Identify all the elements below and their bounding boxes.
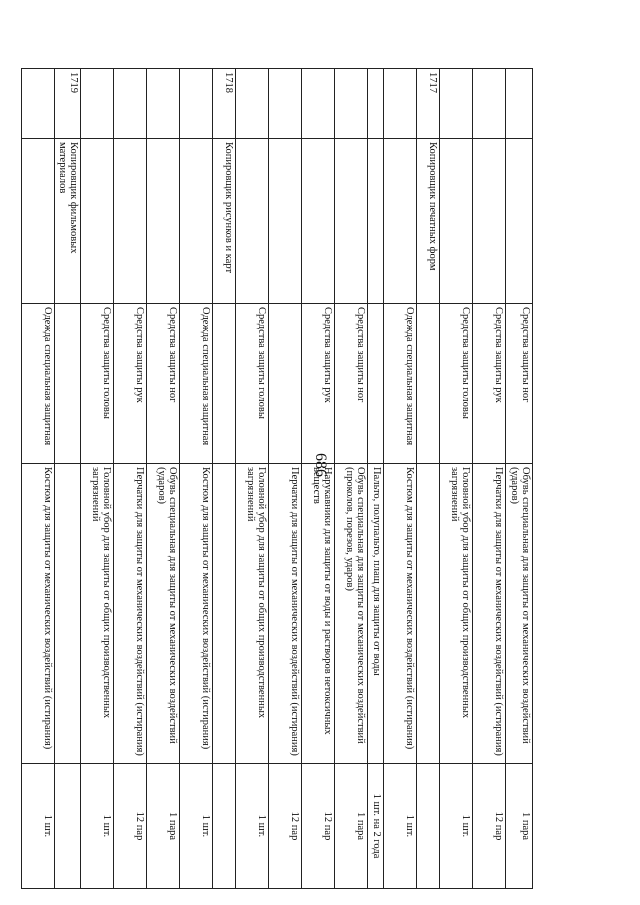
issue-norm: 1 шт. [180,764,213,889]
row-number [384,69,417,139]
equipment-category [417,304,440,464]
profession-name: Копировщик фильмовых материалов [55,139,81,304]
equipment-item: Обувь специальная для защиты от механических воздействий (ударов) [147,464,180,764]
row-number [368,69,384,139]
row-number [22,69,55,139]
table-row [236,69,269,889]
row-number [81,69,114,139]
profession-name [506,139,533,304]
page-number: 686 [312,453,329,477]
issue-norm: 1 пара [335,764,368,889]
table-row [22,69,55,889]
profession-name [236,139,269,304]
row-number [506,69,533,139]
equipment-category [55,304,81,464]
issue-norm: 1 шт. [81,764,114,889]
row-number: 1719 [55,69,81,139]
row-number [302,69,335,139]
profession-name [114,139,147,304]
equipment-item: Костюм для защиты от механических воздействий (истирания) [384,464,417,764]
issue-norm: 1 шт. [384,764,417,889]
equipment-item: Головной убор для защиты от общих производственных загрязнений [236,464,269,764]
issue-norm: 12 пар [473,764,506,889]
equipment-item [55,464,81,764]
equipment-category [368,304,384,464]
row-number: 1718 [213,69,236,139]
table-body [22,69,533,889]
equipment-item: Обувь специальная для защиты от механических воздействий (ударов) [506,464,533,764]
profession-name [368,139,384,304]
equipment-category: Средства защиты ног [147,304,180,464]
equipment-item: Нарукавники для защиты от воды и растворов нетоксичных веществ [302,464,335,764]
equipment-item: Перчатки для защиты от механических воздействий (истирания) [269,464,302,764]
table-row [335,69,368,889]
equipment-category: Одежда специальная защитная [384,304,417,464]
profession-name [473,139,506,304]
equipment-item: Головной убор для защиты от общих производственных загрязнений [440,464,473,764]
equipment-category: Средства защиты головы [81,304,114,464]
equipment-item: Костюм для защиты от механических воздействий (истирания) [180,464,213,764]
table-row [55,69,81,889]
table-container [42,68,533,888]
equipment-item: Головной убор для защиты от общих производственных загрязнений [81,464,114,764]
profession-name [269,139,302,304]
equipment-category: Средства защиты ног [506,304,533,464]
equipment-category: Средства защиты ног [335,304,368,464]
profession-name [81,139,114,304]
row-number [335,69,368,139]
protective-equipment-table [21,68,533,889]
issue-norm [55,764,81,889]
issue-norm: 1 пара [147,764,180,889]
profession-name [440,139,473,304]
table-row [417,69,440,889]
profession-name: Копировщик рисунков и карт [213,139,236,304]
profession-name [384,139,417,304]
equipment-category: Средства защиты головы [440,304,473,464]
issue-norm: 1 пара [506,764,533,889]
table-row [473,69,506,889]
equipment-item: Пальто, полупальто, плащ для защиты от воды [368,464,384,764]
row-number [180,69,213,139]
rotated-table-frame [42,68,533,888]
table-row [81,69,114,889]
table-row [213,69,236,889]
issue-norm [213,764,236,889]
equipment-category: Средства защиты рук [473,304,506,464]
row-number [473,69,506,139]
row-number [269,69,302,139]
equipment-category: Одежда специальная защитная [22,304,55,464]
row-number [440,69,473,139]
issue-norm: 1 шт. [236,764,269,889]
issue-norm: 12 пар [269,764,302,889]
table-row [114,69,147,889]
table-row [269,69,302,889]
equipment-item [417,464,440,764]
equipment-item: Обувь специальная для защиты от механических воздействий (проколов, порезов, ударов) [335,464,368,764]
issue-norm: 1 шт. [440,764,473,889]
table-row [384,69,417,889]
row-number [236,69,269,139]
table-row [368,69,384,889]
equipment-item [213,464,236,764]
equipment-category: Средства защиты рук [114,304,147,464]
profession-name [335,139,368,304]
equipment-item: Костюм для защиты от механических воздействий (истирания) [22,464,55,764]
equipment-item: Перчатки для защиты от механических воздействий (истирания) [473,464,506,764]
table-row [180,69,213,889]
profession-name [180,139,213,304]
table-row [147,69,180,889]
table-row [440,69,473,889]
profession-name [302,139,335,304]
row-number [147,69,180,139]
issue-norm [417,764,440,889]
equipment-category [269,304,302,464]
table-row [506,69,533,889]
issue-norm: 12 пар [114,764,147,889]
profession-name [22,139,55,304]
table-row [302,69,335,889]
row-number [114,69,147,139]
issue-norm: 12 пар [302,764,335,889]
equipment-category: Средства защиты головы [236,304,269,464]
equipment-category: Средства защиты рук [302,304,335,464]
issue-norm: 1 шт. [22,764,55,889]
profession-name: Копировщик печатных форм [417,139,440,304]
equipment-category [213,304,236,464]
row-number: 1717 [417,69,440,139]
issue-norm: 1 шт. на 2 года [368,764,384,889]
equipment-category: Одежда специальная защитная [180,304,213,464]
profession-name [147,139,180,304]
equipment-item: Перчатки для защиты от механических воздействий (истирания) [114,464,147,764]
